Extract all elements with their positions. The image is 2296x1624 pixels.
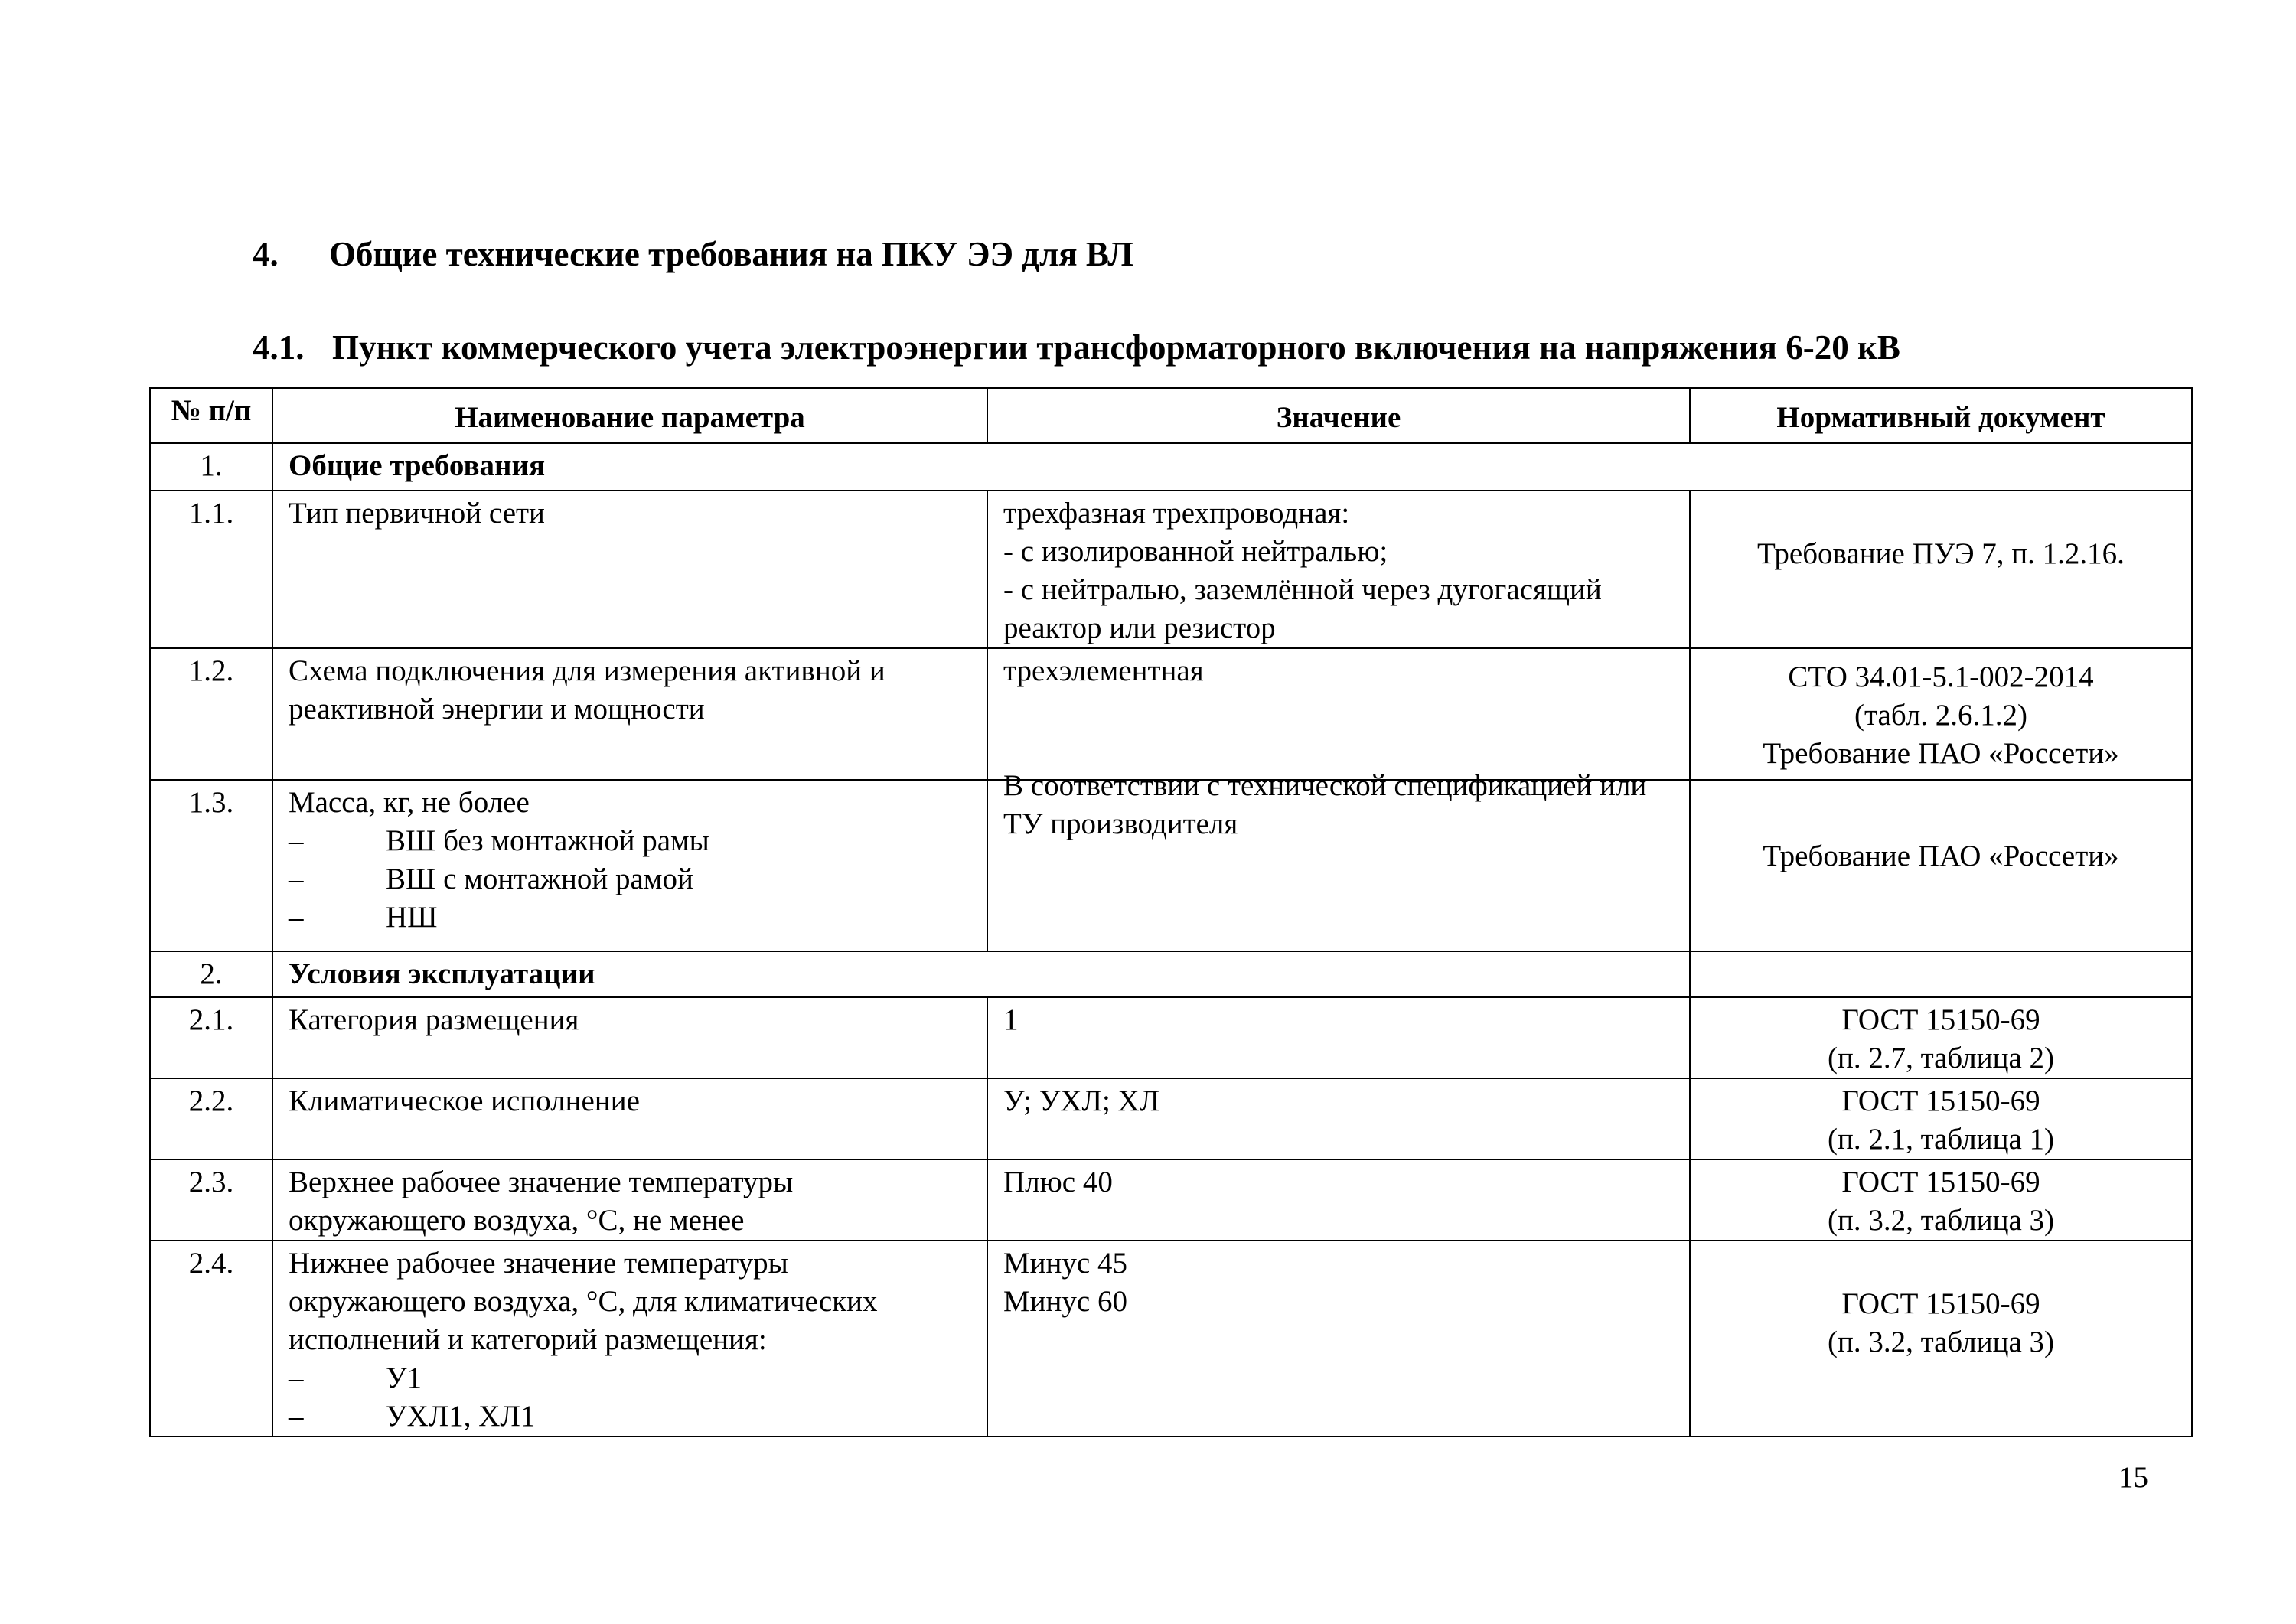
header-value: Значение	[987, 388, 1690, 443]
doc-cell	[1690, 1159, 2192, 1241]
param-text: Нижнее рабочее значение температуры окружающего воздуха, °С, для климатических исполнений и категорий размещения:	[289, 1247, 878, 1356]
doc-cell	[1690, 1078, 2192, 1159]
table-row	[150, 1241, 2192, 1436]
doc-line: ГОСТ 15150-69	[1841, 1166, 2040, 1198]
table-row	[150, 997, 2192, 1078]
table-row	[150, 648, 2192, 780]
value-cell	[987, 491, 1690, 648]
doc-cell	[1690, 997, 2192, 1078]
table-row	[150, 780, 2192, 951]
value-line: - с изолированной нейтралью;	[1003, 535, 1388, 568]
doc-line: ГОСТ 15150-69	[1841, 1287, 2040, 1320]
row-num: 1.1.	[150, 491, 272, 648]
table-row	[150, 1078, 2192, 1159]
list-item: – У1	[289, 1361, 422, 1394]
param-cell: Тип первичной сети	[272, 491, 987, 648]
doc-line: Требование ПАО «Россети»	[1763, 737, 2119, 770]
row-num: 2.	[150, 951, 272, 997]
section-title-cell: Условия эксплуатации	[272, 951, 1690, 997]
header-num: № п/п	[150, 388, 272, 443]
header-doc: Нормативный документ	[1690, 388, 2192, 443]
value-line: Минус 60	[1003, 1285, 1127, 1318]
table-row	[150, 491, 2192, 648]
section-title-cell: Общие требования	[272, 443, 2192, 491]
param-cell	[272, 1241, 987, 1436]
doc-line: Требование ПУЭ 7, п. 1.2.16.	[1757, 537, 2125, 570]
row-num: 1.2.	[150, 648, 272, 780]
param-cell: Категория размещения	[272, 997, 987, 1078]
value-cell	[987, 1241, 1690, 1436]
table-row	[150, 1159, 2192, 1241]
doc-line: (табл. 2.6.1.2)	[1854, 699, 2027, 732]
doc-line: СТО 34.01-5.1-002-2014	[1788, 660, 2094, 693]
doc-line: Требование ПАО «Россети»	[1763, 840, 2119, 872]
section-heading	[253, 234, 1133, 274]
doc-line: (п. 2.1, таблица 1)	[1827, 1123, 2055, 1156]
doc-cell	[1690, 648, 2192, 780]
subsection-title: Пункт коммерческого учета электроэнергии трансформаторного включения на напряжения 6-20 кВ	[332, 328, 1900, 367]
value-cell	[987, 769, 1690, 951]
page-number: 15	[2118, 1461, 2148, 1494]
subsection-heading	[253, 328, 1900, 367]
subsection-number: 4.1.	[253, 328, 305, 367]
table-row-section-1	[150, 443, 2192, 491]
value-text: В соответствии с технической спецификацией или ТУ производителя	[1003, 769, 1647, 840]
list-item: – ВШ без монтажной рамы	[289, 824, 709, 857]
value-cell: У; УХЛ; ХЛ	[987, 1078, 1690, 1159]
row-num: 1.	[150, 443, 272, 491]
requirements-table	[149, 387, 2193, 1437]
table-header-row	[150, 388, 2192, 443]
header-param: Наименование параметра	[272, 388, 987, 443]
doc-line: (п. 2.7, таблица 2)	[1827, 1042, 2055, 1075]
doc-line: ГОСТ 15150-69	[1841, 1003, 2040, 1036]
value-line: - с нейтралью, заземлённой через дугогасящий реактор или резистор	[1003, 573, 1602, 644]
value-cell: трехэлементная	[987, 648, 1690, 780]
param-cell: Верхнее рабочее значение температуры окружающего воздуха, °С, не менее	[272, 1159, 987, 1241]
param-cell	[272, 780, 987, 951]
section-number: 4.	[253, 235, 279, 273]
empty-cell	[1690, 951, 2192, 997]
param-cell: Климатическое исполнение	[272, 1078, 987, 1159]
doc-cell	[1690, 1241, 2192, 1436]
row-num: 2.3.	[150, 1159, 272, 1241]
row-num: 2.1.	[150, 997, 272, 1078]
row-num: 1.3.	[150, 780, 272, 951]
param-text: Масса, кг, не более	[289, 786, 530, 819]
param-cell: Схема подключения для измерения активной и реактивной энергии и мощности	[272, 648, 987, 780]
value-line: Минус 45	[1003, 1247, 1127, 1280]
doc-cell	[1690, 491, 2192, 648]
row-num: 2.2.	[150, 1078, 272, 1159]
row-num: 2.4.	[150, 1241, 272, 1436]
doc-line: (п. 3.2, таблица 3)	[1827, 1326, 2055, 1358]
list-item: – УХЛ1, ХЛ1	[289, 1400, 536, 1433]
list-item: – ВШ с монтажной рамой	[289, 863, 693, 895]
doc-line: ГОСТ 15150-69	[1841, 1084, 2040, 1117]
doc-cell	[1690, 780, 2192, 951]
value-cell: Плюс 40	[987, 1159, 1690, 1241]
doc-block	[1706, 1285, 2176, 1361]
doc-line: (п. 3.2, таблица 3)	[1827, 1204, 2055, 1237]
section-title: Общие технические требования на ПКУ ЭЭ для ВЛ	[329, 235, 1133, 273]
list-item: – НШ	[289, 901, 438, 934]
table-row-section-2	[150, 951, 2192, 997]
value-line: трехфазная трехпроводная:	[1003, 497, 1350, 530]
value-cell: 1	[987, 997, 1690, 1078]
